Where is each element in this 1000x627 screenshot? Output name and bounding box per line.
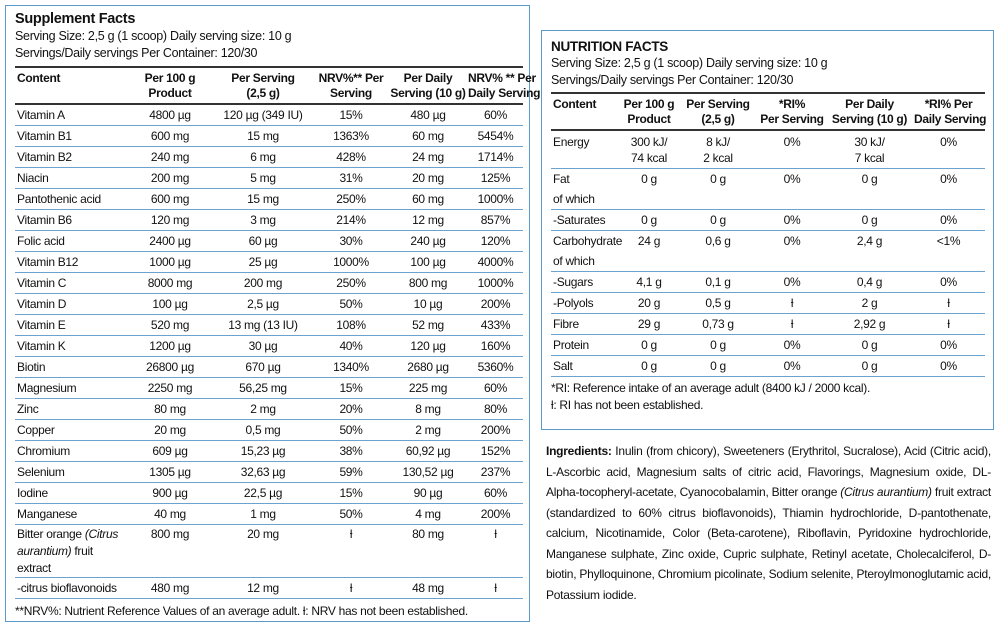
cell-per-serving: 25 µg <box>248 255 278 269</box>
header-per-100g: Per 100 g Product <box>144 71 196 100</box>
cell-nrv-per-daily: 152% <box>480 444 511 458</box>
cell-ri-per-serving: 0% <box>783 275 801 289</box>
cell-per-100g <box>619 189 679 210</box>
cell-per-serving: 0,5 mg <box>245 423 281 437</box>
cell-content: Iodine <box>17 486 48 500</box>
cell-content: -citrus bioflavonoids <box>17 581 117 595</box>
cell-per-daily <box>827 189 912 210</box>
cell-per-100g: 80 mg <box>154 402 186 416</box>
cell-ri-per-serving: ƚ <box>790 296 794 310</box>
nutrition-facts-panel <box>541 30 994 430</box>
table-row <box>15 104 523 126</box>
cell-per-daily: 2,4 g <box>856 234 883 248</box>
cell-ri-per-serving <box>757 251 827 272</box>
supplement-facts-title: Supplement Facts <box>15 11 136 27</box>
cell-per-100g: 300 kJ/ 74 kcal <box>630 135 668 165</box>
cell-nrv-per-serving: 15% <box>339 381 363 395</box>
cell-content: Copper <box>17 423 55 437</box>
header-per-100g: Per 100 g Product <box>623 97 675 126</box>
cell-per-100g: 100 µg <box>152 297 188 311</box>
table-row <box>15 252 523 273</box>
cell-per-100g: 40 mg <box>154 507 186 521</box>
table-row <box>551 272 985 293</box>
table-row <box>15 315 523 336</box>
table-row <box>551 293 985 314</box>
cell-per-daily: 48 mg <box>412 581 444 595</box>
cell-ri-per-daily: 0% <box>940 172 957 186</box>
cell-label: Energy <box>553 135 590 149</box>
cell-ri-per-daily <box>912 189 985 210</box>
cell-content: Magnesium <box>17 381 77 395</box>
header-ri-per-daily: *RI% Per Daily Serving <box>914 97 987 126</box>
table-row <box>551 189 985 210</box>
cell-content <box>15 525 128 578</box>
cell-per-daily <box>827 251 912 272</box>
nutrition-table-body <box>551 130 985 377</box>
cell-content: Vitamin D <box>17 297 67 311</box>
table-row <box>551 356 985 377</box>
cell-per-100g: 0 g <box>641 172 657 186</box>
cell-per-100g: 1000 µg <box>149 255 191 269</box>
cell-per-daily: 24 mg <box>412 150 444 164</box>
cell-ri-per-serving: 0% <box>783 338 801 352</box>
cell-per-serving: 30 µg <box>248 339 278 353</box>
cell-ri-per-serving: 0% <box>783 135 801 149</box>
table-row <box>551 231 985 252</box>
cell-per-daily: 0 g <box>861 172 878 186</box>
cell-content: Vitamin B12 <box>17 255 79 269</box>
table-row-bitter-orange <box>15 525 523 578</box>
table-row <box>15 357 523 378</box>
cell-per-daily: 60 mg <box>412 129 444 143</box>
cell-per-100g: 900 µg <box>152 486 188 500</box>
cell-per-daily: 52 mg <box>412 318 444 332</box>
cell-per-serving: 0,1 g <box>705 275 731 289</box>
cell-content: Biotin <box>17 360 46 374</box>
cell-per-daily: 60 mg <box>412 192 444 206</box>
table-row <box>551 210 985 231</box>
cell-per-serving: 670 µg <box>245 360 281 374</box>
cell-content: Zinc <box>17 402 39 416</box>
cell-per-100g: 520 mg <box>150 318 190 332</box>
nutrition-serving-size: Serving Size: 2,5 g (1 scoop) Daily serving size: 10 g <box>551 56 828 70</box>
supplement-serving-size: Serving Size: 2,5 g (1 scoop) Daily serving size: 10 g <box>15 29 292 43</box>
cell-nrv-per-serving: 250% <box>336 276 366 290</box>
cell-per-daily: 20 mg <box>412 171 444 185</box>
cell-per-100g: 0 g <box>641 213 657 227</box>
supplement-table-body <box>15 104 523 599</box>
table-row <box>15 441 523 462</box>
cell-nrv-per-serving: 31% <box>339 171 363 185</box>
cell-per-100g: 2400 µg <box>149 234 191 248</box>
table-row-energy <box>551 130 985 169</box>
cell-per-daily: 120 µg <box>410 339 446 353</box>
header-content: Content <box>17 71 61 85</box>
cell-content: Folic acid <box>17 234 65 248</box>
cell-content: Vitamin A <box>17 108 65 122</box>
cell-per-daily: 2 mg <box>415 423 441 437</box>
cell-nrv-per-daily: 160% <box>480 339 511 353</box>
cell-per-100g: 4,1 g <box>636 275 662 289</box>
cell-nrv-per-serving: 15% <box>339 108 363 122</box>
cell-label: of which <box>553 192 595 206</box>
cell-per-100g: 600 mg <box>150 192 190 206</box>
cell-label: of which <box>553 254 595 268</box>
cell-nrv-per-serving: 59% <box>339 465 363 479</box>
cell-nrv-per-daily: 200% <box>480 423 511 437</box>
supplement-servings-per-container: Servings/Daily servings Per Container: 120/30 <box>15 46 258 60</box>
cell-nrv-per-serving: ƚ <box>349 581 353 595</box>
cell-per-serving: 0 g <box>710 172 726 186</box>
table-row <box>15 294 523 315</box>
cell-per-serving: 13 mg (13 IU) <box>228 318 298 332</box>
header-per-daily-serving: Per Daily Serving (10 g) <box>390 71 466 100</box>
cell-nrv-per-daily: 237% <box>480 465 511 479</box>
supplement-facts-panel <box>5 5 541 622</box>
cell-per-daily: 2,92 g <box>853 317 886 331</box>
cell-nrv-per-serving: 1363% <box>333 129 369 143</box>
cell-per-serving: 120 µg (349 IU) <box>223 108 303 122</box>
cell-nrv-per-serving: 428% <box>336 150 366 164</box>
cell-per-daily: 12 mg <box>412 213 444 227</box>
cell-per-daily: 30 kJ/ 7 kcal <box>854 135 885 165</box>
header-ri-per-serving: *RI% Per Serving <box>760 97 824 126</box>
cell-nrv-per-daily: 200% <box>480 507 511 521</box>
cell-nrv-per-daily: 857% <box>480 213 511 227</box>
cell-nrv-per-daily: 60% <box>483 486 508 500</box>
cell-per-daily: 130,52 µg <box>402 465 454 479</box>
cell-per-serving: 22,5 µg <box>243 486 283 500</box>
cell-nrv-per-daily: 4000% <box>477 255 514 269</box>
cell-ri-per-daily: 0% <box>940 275 957 289</box>
table-row <box>15 462 523 483</box>
cell-nrv-per-daily: ƚ <box>494 581 497 595</box>
cell-nrv-per-serving: 50% <box>339 297 363 311</box>
cell-per-100g: 480 mg <box>150 581 190 595</box>
cell-ri-per-daily: 0% <box>940 338 957 352</box>
table-row <box>15 126 523 147</box>
cell-per-serving: 15 mg <box>247 192 279 206</box>
cell-per-daily: 60,92 µg <box>405 444 451 458</box>
cell-ri-per-daily: 0% <box>940 359 957 373</box>
cell-per-serving: 15,23 µg <box>240 444 286 458</box>
supplement-table-header <box>15 67 523 104</box>
cell-per-100g: 600 mg <box>150 129 190 143</box>
cell-nrv-per-serving: 1000% <box>333 255 369 269</box>
cell-content: Vitamin E <box>17 318 66 332</box>
cell-ri-per-serving: ƚ <box>790 317 794 331</box>
cell-nrv-per-daily: 120% <box>480 234 511 248</box>
cell-content: Vitamin B2 <box>17 150 72 164</box>
nutrition-facts-table <box>551 92 985 377</box>
cell-per-serving: 0,73 g <box>702 317 734 331</box>
table-row <box>15 189 523 210</box>
header-content: Content <box>553 97 597 111</box>
cell-per-100g: 609 µg <box>152 444 188 458</box>
cell-content: Manganese <box>17 507 78 521</box>
supplement-footnote: **NRV%: Nutrient Reference Values of an average adult. ƚ: NRV has not been established. <box>15 604 468 618</box>
cell-per-serving: 0 g <box>710 213 726 227</box>
cell-label: Fibre <box>553 317 579 331</box>
cell-per-serving: 1 mg <box>250 507 276 521</box>
cell-per-100g <box>619 251 679 272</box>
cell-label: -Saturates <box>553 213 606 227</box>
cell-label: -Polyols <box>553 296 594 310</box>
cell-per-100g: 2250 mg <box>147 381 193 395</box>
table-row <box>551 251 985 272</box>
cell-nrv-per-serving: ƚ <box>349 527 353 541</box>
cell-nrv-per-daily: 1000% <box>477 276 514 290</box>
cell-per-100g: 4800 µg <box>149 108 191 122</box>
cell-nrv-per-serving: 40% <box>339 339 363 353</box>
cell-per-100g: 1200 µg <box>149 339 191 353</box>
cell-label: -Sugars <box>553 275 593 289</box>
cell-per-100g: 29 g <box>637 317 661 331</box>
table-row-citrus-bioflavonoids <box>15 578 523 599</box>
cell-content: Vitamin B6 <box>17 213 72 227</box>
cell-ri-per-daily <box>912 251 985 272</box>
cell-nrv-per-daily: 200% <box>480 297 511 311</box>
cell-nrv-per-daily: 1000% <box>477 192 514 206</box>
table-row <box>15 504 523 525</box>
cell-per-100g: 0 g <box>641 338 657 352</box>
cell-per-100g: 200 mg <box>150 171 190 185</box>
cell-nrv-per-daily: 60% <box>483 381 508 395</box>
cell-per-daily: 2680 µg <box>407 360 449 374</box>
cell-per-100g: 1305 µg <box>149 465 191 479</box>
cell-per-daily: 4 mg <box>415 507 441 521</box>
cell-per-daily: 240 µg <box>410 234 446 248</box>
cell-per-100g: 8000 mg <box>147 276 193 290</box>
cell-nrv-per-daily: ƚ <box>494 527 497 541</box>
nutrition-servings-per-container: Servings/Daily servings Per Container: 120/30 <box>551 73 794 87</box>
cell-ri-per-daily: 0% <box>940 213 957 227</box>
nutrition-facts-title: NUTRITION FACTS <box>551 39 668 54</box>
cell-content: Niacin <box>17 171 49 185</box>
cell-nrv-per-serving: 20% <box>339 402 363 416</box>
bitter-orange-name-rest: fruit extract <box>17 544 93 575</box>
cell-per-100g: 26800 µg <box>146 360 194 374</box>
cell-nrv-per-daily: 125% <box>480 171 511 185</box>
cell-per-daily: 10 µg <box>413 297 443 311</box>
cell-label: Salt <box>553 359 573 373</box>
cell-nrv-per-daily: 5454% <box>477 129 514 143</box>
header-per-serving: Per Serving (2,5 g) <box>686 97 750 126</box>
cell-nrv-per-serving: 50% <box>339 423 363 437</box>
table-row <box>15 168 523 189</box>
cell-ri-per-daily: <1% <box>936 234 961 248</box>
table-row <box>15 210 523 231</box>
supplement-facts-table <box>15 66 541 599</box>
nutrition-footnote-ri: *RI: Reference intake of an average adult (8400 kJ / 2000 kcal). <box>551 381 870 395</box>
cell-nrv-per-serving: 1340% <box>333 360 369 374</box>
cell-per-serving: 0,6 g <box>705 234 731 248</box>
table-row <box>551 169 985 190</box>
table-row <box>15 273 523 294</box>
header-per-daily-serving: Per Daily Serving (10 g) <box>831 97 908 126</box>
cell-label: Fat <box>553 172 570 186</box>
cell-per-serving: 32,63 µg <box>240 465 286 479</box>
cell-per-serving: 56,25 mg <box>239 381 287 395</box>
table-row <box>15 399 523 420</box>
cell-per-daily: 0,4 g <box>856 275 883 289</box>
cell-ri-per-daily: ƚ <box>947 317 950 331</box>
cell-ri-per-serving: 0% <box>783 234 801 248</box>
ingredients-label: Ingredients: <box>546 444 612 458</box>
cell-per-daily: 8 mg <box>415 402 441 416</box>
cell-label: Carbohydrate <box>553 234 623 248</box>
cell-per-100g: 0 g <box>641 359 657 373</box>
cell-per-100g: 120 mg <box>150 213 190 227</box>
header-per-serving: Per Serving (2,5 g) <box>231 71 295 100</box>
nutrition-footnote-not-established: ƚ: RI has not been established. <box>551 398 704 412</box>
cell-per-daily: 800 mg <box>408 276 448 290</box>
bitter-orange-name-plain: Bitter orange <box>17 527 85 541</box>
cell-nrv-per-serving: 38% <box>339 444 363 458</box>
cell-per-100g: 240 mg <box>150 150 190 164</box>
cell-per-serving: 8 kJ/ 2 kcal <box>703 135 733 165</box>
cell-per-daily: 0 g <box>861 359 878 373</box>
cell-per-serving: 3 mg <box>250 213 276 227</box>
table-row <box>15 231 523 252</box>
cell-per-100g: 800 mg <box>150 527 190 541</box>
ingredients-part-2: fruit extract (standardized to 60% citrus bioflavonoids), Thiamin hydrochloride, D-pantothenate, calcium, Nicotinamide, Color (Beta-carotene), Riboflavin, Pyridoxine hydrochloride, Manganese sulphate, Zinc oxide, Cupric sulphate, Retinyl acetate, Cholecalciferol, D-biotin, Phylloquinone, Chromium picolinate, Sodium selenite, Pteroylmonoglutamic acid, Potassium iodide. <box>546 485 991 602</box>
header-nrv-per-serving: NRV%** Per Serving <box>318 71 384 100</box>
cell-label: Protein <box>553 338 589 352</box>
cell-per-serving: 60 µg <box>248 234 278 248</box>
table-row <box>551 335 985 356</box>
table-row <box>551 314 985 335</box>
cell-per-serving: 200 mg <box>243 276 283 290</box>
cell-content: Selenium <box>17 465 65 479</box>
cell-ri-per-serving: 0% <box>783 359 801 373</box>
cell-ri-per-serving: 0% <box>783 213 801 227</box>
cell-nrv-per-daily: 1714% <box>477 150 514 164</box>
cell-per-daily: 480 µg <box>410 108 446 122</box>
cell-content: Vitamin C <box>17 276 67 290</box>
cell-ri-per-serving: 0% <box>783 172 801 186</box>
table-row <box>15 483 523 504</box>
cell-per-daily: 90 µg <box>413 486 443 500</box>
cell-ri-per-serving <box>757 189 827 210</box>
cell-content: Vitamin B1 <box>17 129 72 143</box>
cell-per-serving: 15 mg <box>247 129 279 143</box>
table-row <box>15 420 523 441</box>
cell-per-serving: 0,5 g <box>705 296 731 310</box>
table-row <box>15 147 523 168</box>
cell-per-daily: 225 mg <box>408 381 448 395</box>
cell-per-daily: 0 g <box>861 338 878 352</box>
cell-ri-per-daily: ƚ <box>947 296 950 310</box>
cell-nrv-per-serving: 108% <box>336 318 366 332</box>
cell-nrv-per-serving: 250% <box>336 192 366 206</box>
cell-nrv-per-serving: 214% <box>336 213 366 227</box>
nutrition-table-header <box>551 93 985 130</box>
cell-nrv-per-daily: 5360% <box>477 360 514 374</box>
cell-per-daily: 80 mg <box>412 527 444 541</box>
cell-per-serving: 2,5 µg <box>247 297 279 311</box>
cell-per-serving: 2 mg <box>250 402 276 416</box>
cell-per-100g: 24 g <box>637 234 661 248</box>
bitter-orange-name-italic: (Citrus aurantium) <box>17 527 119 558</box>
table-row <box>15 378 523 399</box>
ingredients-latin-name: (Citrus aurantium) <box>840 485 932 499</box>
cell-per-100g: 20 mg <box>154 423 186 437</box>
cell-ri-per-daily: 0% <box>940 135 957 149</box>
table-row <box>15 336 523 357</box>
cell-per-serving: 0 g <box>710 338 726 352</box>
cell-per-daily: 100 µg <box>410 255 446 269</box>
cell-nrv-per-daily: 60% <box>483 108 508 122</box>
cell-content: Pantothenic acid <box>17 192 101 206</box>
cell-per-serving: 20 mg <box>247 527 279 541</box>
cell-content: Vitamin K <box>17 339 66 353</box>
cell-per-serving <box>679 189 757 210</box>
cell-nrv-per-serving: 15% <box>339 486 363 500</box>
cell-content: Chromium <box>17 444 70 458</box>
cell-per-serving: 5 mg <box>250 171 276 185</box>
cell-nrv-per-serving: 30% <box>339 234 363 248</box>
cell-per-serving <box>679 251 757 272</box>
cell-per-serving: 12 mg <box>247 581 279 595</box>
cell-nrv-per-daily: 80% <box>483 402 508 416</box>
ingredients-text <box>546 441 991 605</box>
cell-nrv-per-daily: 433% <box>480 318 511 332</box>
header-nrv-per-daily: NRV% ** Per Daily Serving <box>468 71 541 100</box>
cell-per-100g: 20 g <box>637 296 661 310</box>
ingredients-part-1: Inulin (from chicory), Sweeteners (Erythritol, Sucralose), Acid (Citric acid), L-Ascorbic acid, Magnesium salts of citric acid, Flavorings, Magnesium oxide, DL-Alpha-tocopheryl-acetate, Cyanocobalamin, Bitter orange <box>546 444 991 499</box>
cell-per-serving: 0 g <box>710 359 726 373</box>
cell-nrv-per-serving: 50% <box>339 507 363 521</box>
cell-per-daily: 2 g <box>861 296 878 310</box>
cell-per-serving: 6 mg <box>250 150 276 164</box>
cell-per-daily: 0 g <box>861 213 878 227</box>
